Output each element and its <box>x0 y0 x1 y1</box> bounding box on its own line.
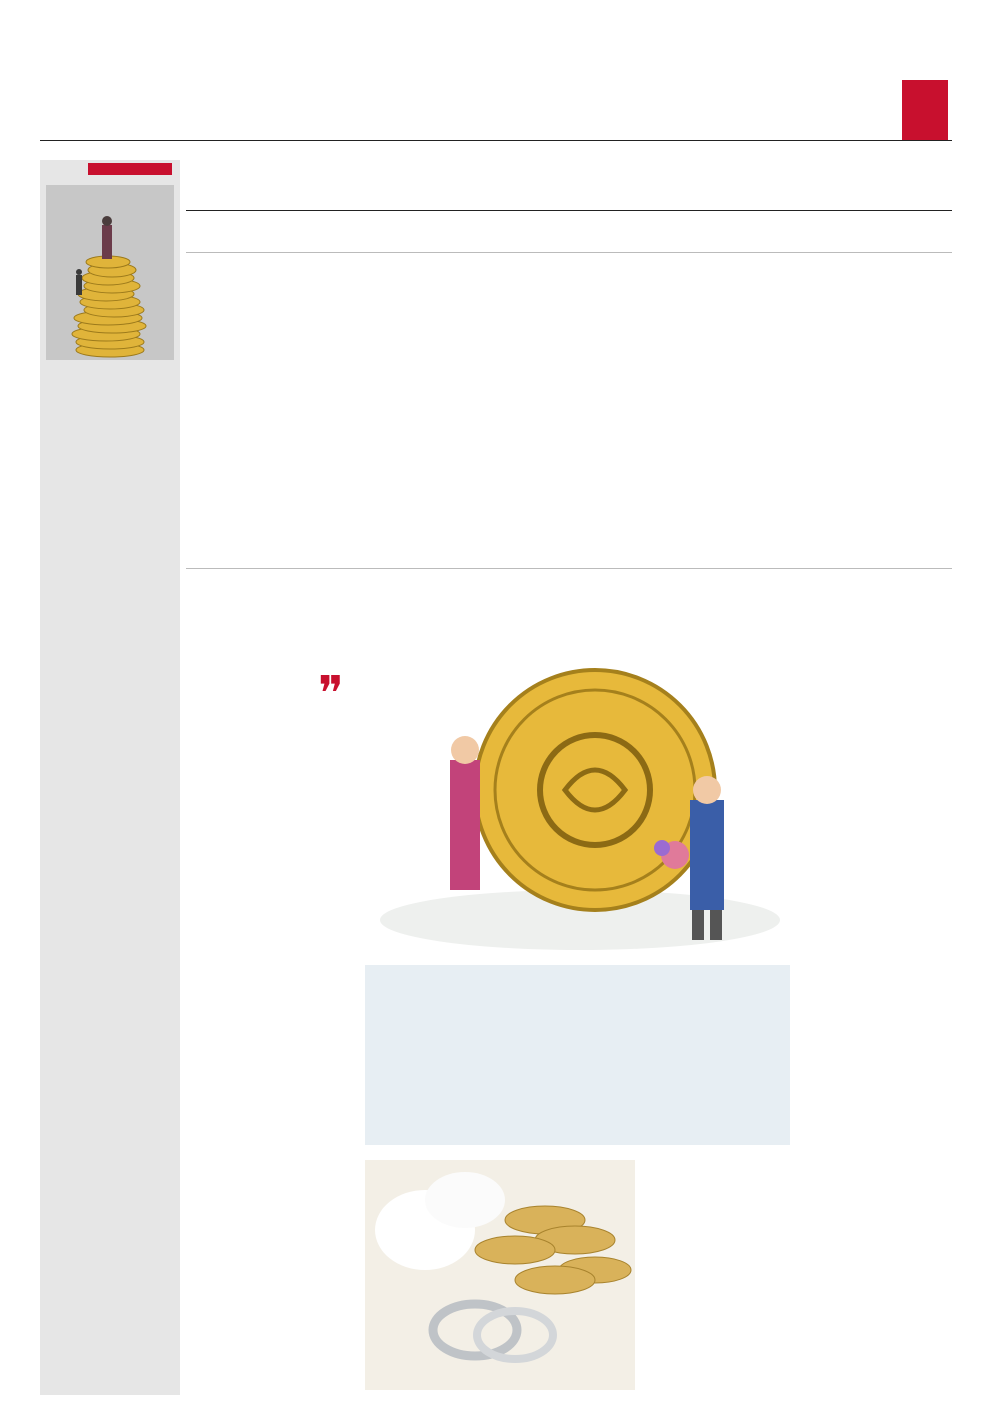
article4-body-cont <box>645 1226 790 1390</box>
header-rule <box>40 140 952 141</box>
article1-col1 <box>580 226 952 292</box>
quote-icon: ❞ <box>318 666 344 722</box>
sidebar-body <box>46 334 174 1384</box>
article3-highlight <box>800 1140 950 1215</box>
note-badge <box>88 163 172 175</box>
article1-col2 <box>186 214 566 292</box>
article3-a2 <box>186 996 356 1390</box>
article2-col3 <box>380 308 565 554</box>
box-body <box>375 996 780 1116</box>
newspaper-logo <box>902 80 948 140</box>
article3-col-mid <box>186 830 356 970</box>
coin-couple-illustration <box>370 650 790 960</box>
article2-col1 <box>770 308 952 554</box>
article3-rule <box>186 568 952 569</box>
article2-col2 <box>575 308 760 554</box>
article3-a1-cont <box>800 1220 952 1390</box>
article2-col4 <box>186 308 371 554</box>
rings-photo <box>365 1160 635 1390</box>
article3-col-right <box>800 658 952 868</box>
article3-a1 <box>800 902 952 1132</box>
article2-rule <box>186 252 952 253</box>
article1-rule <box>186 210 952 211</box>
article4-body <box>645 1150 790 1208</box>
